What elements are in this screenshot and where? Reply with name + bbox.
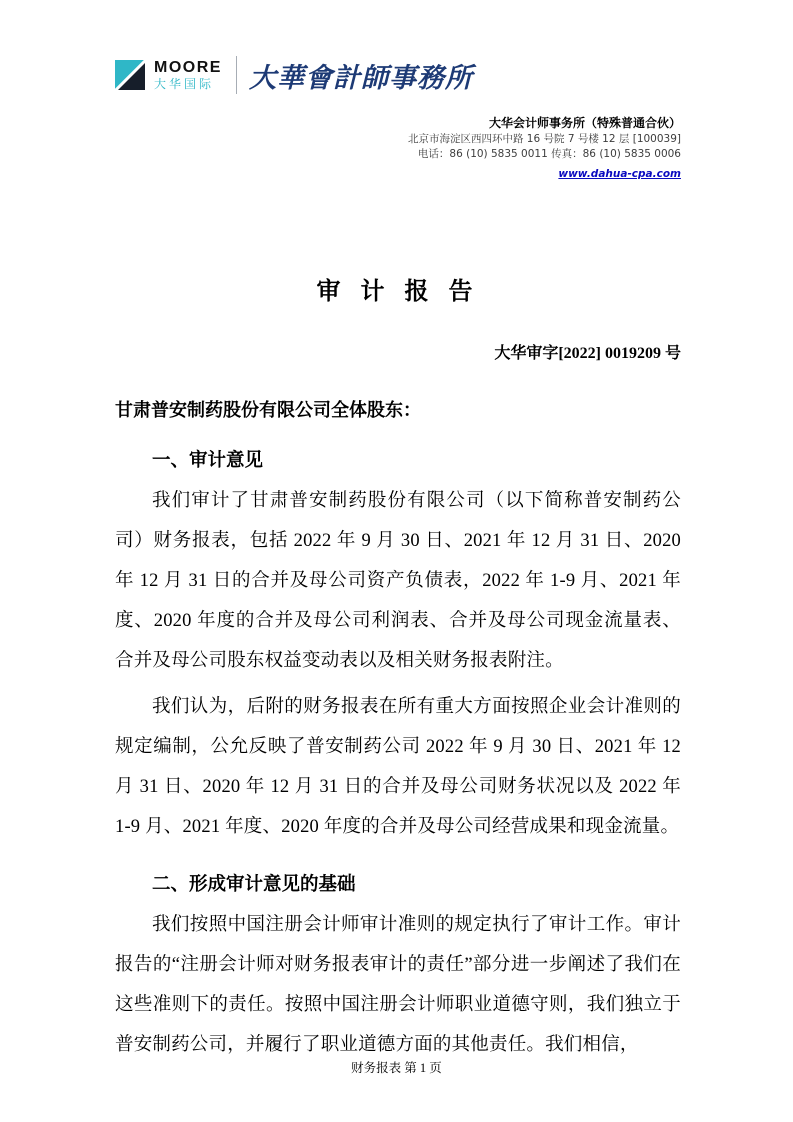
brand-text-block (154, 59, 222, 92)
section-heading-audit-opinion: 一、审计意见 (152, 451, 264, 471)
logo-divider (236, 56, 237, 94)
addressee-line: 甘肃普安制药股份有限公司全体股东： (115, 400, 421, 420)
document-body (115, 277, 681, 1065)
document-title: 审 计 报 告 (316, 279, 480, 305)
firm-logo-row (115, 52, 681, 98)
paragraph-audit-scope: 我们审计了甘肃普安制药股份有限公司（以下简称普安制药公司）财务报表，包括 2022 年 9 月 30 日、2021 年 12 月 31 日、2020 年 12 月 31 日的合并及母公司资产负债表，2022 年 1-9 月、2021 年度、2020 年度的合并及母公司利润表、合并及母公司现金流量表、合并及母公司股东权益变动表以及相关财务报表附注。 (115, 491, 681, 671)
brand-name: MOORE (154, 58, 222, 76)
firm-contact-block (115, 114, 681, 181)
firm-name-calligraphy: 大華會計師事務所 (248, 62, 473, 93)
letterhead (115, 52, 681, 181)
reference-number: 大华审字[2022] 0019209 号 (494, 345, 681, 362)
firm-website-link[interactable]: www.dahua-cpa.com (558, 168, 681, 180)
firm-phone-fax: 电话：86 (10) 5835 0011 传真：86 (10) 5835 0006 (417, 148, 681, 160)
moore-logo-icon (115, 60, 145, 90)
brand-subtitle: 大华国际 (154, 76, 215, 91)
paragraph-basis-for-opinion: 我们按照中国注册会计师审计准则的规定执行了审计工作。审计报告的“注册会计师对财务报表审计的责任”部分进一步阐述了我们在这些准则下的责任。按照中国注册会计师职业道德守则，我们独立于普安制药公司，并履行了职业道德方面的其他责任。我们相信， (115, 915, 681, 1055)
section-heading-basis-for-opinion: 二、形成审计意见的基础 (152, 875, 356, 895)
page-footer (0, 1058, 793, 1076)
paragraph-audit-opinion: 我们认为，后附的财务报表在所有重大方面按照企业会计准则的规定编制，公允反映了普安制药公司 2022 年 9 月 30 日、2021 年 12 月 31 日、2020 年 12 月 31 日的合并及母公司财务状况以及 2022 年 1-9 月、2021 年度、2020 年度的合并及母公司经营成果和现金流量。 (115, 697, 681, 837)
firm-full-name: 大华会计师事务所（特殊普通合伙） (488, 116, 681, 130)
firm-address: 北京市海淀区西四环中路 16 号院 7 号楼 12 层 [100039] (407, 133, 681, 145)
footer-page-label: 财务报表 第 1 页 (351, 1061, 442, 1075)
